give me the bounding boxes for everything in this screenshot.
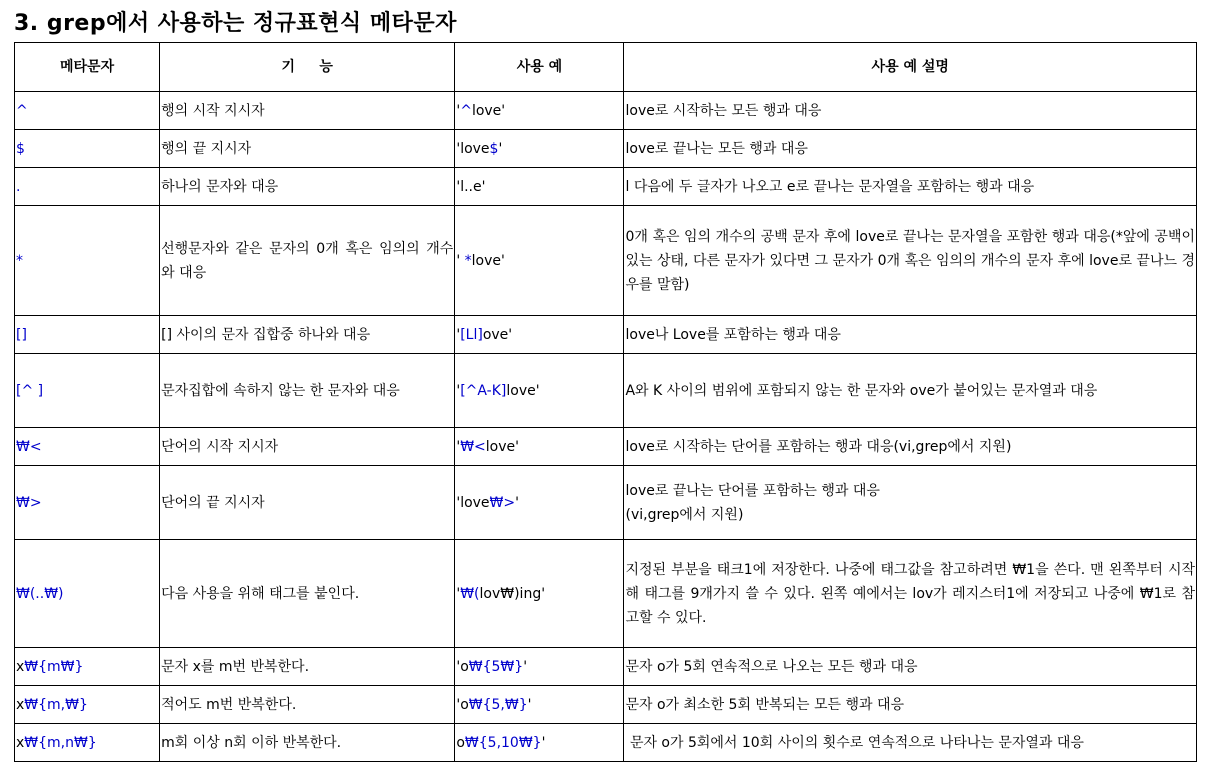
metachar-text: [^ ]	[16, 382, 44, 399]
table-row	[15, 648, 1197, 686]
metachar-cell	[15, 92, 160, 130]
metachar-cell	[15, 466, 160, 540]
table-row	[15, 316, 1197, 354]
example-suffix: '	[527, 696, 532, 713]
function-text: 적어도 m번 반복한다.	[161, 696, 297, 713]
example-metachar: ₩{5,₩}	[468, 696, 528, 713]
description-cell	[624, 130, 1197, 168]
description-text: 문자 o가 5회 연속적으로 나오는 모든 행과 대응	[625, 658, 918, 675]
metachar-text: ₩{m,₩}	[24, 696, 88, 713]
description-cell	[624, 168, 1197, 206]
function-cell	[160, 428, 455, 466]
example-metachar: ₩<	[460, 438, 486, 455]
description-text: love로 시작하는 모든 행과 대응	[625, 102, 822, 119]
function-text: 행의 끝 지시자	[161, 140, 252, 157]
metachar-cell	[15, 686, 160, 724]
example-suffix: love'	[506, 382, 540, 399]
description-cell	[624, 354, 1197, 428]
metachar-cell	[15, 648, 160, 686]
example-cell	[455, 354, 624, 428]
table-row	[15, 540, 1197, 648]
function-cell	[160, 316, 455, 354]
example-prefix: '	[456, 326, 461, 343]
metachar-text: .	[16, 178, 21, 195]
example-suffix: '	[515, 494, 519, 511]
function-cell	[160, 168, 455, 206]
metachar-prefix: x	[16, 734, 25, 751]
function-text: [] 사이의 문자 집합중 하나와 대응	[161, 326, 371, 343]
table-row	[15, 130, 1197, 168]
example-prefix: o	[456, 734, 465, 751]
example-cell	[455, 466, 624, 540]
example-cell	[455, 648, 624, 686]
description-cell	[624, 206, 1200, 316]
description-cell	[624, 316, 1197, 354]
function-cell	[160, 206, 455, 316]
metachar-text: ₩(..₩)	[16, 585, 64, 602]
metachar-cell	[15, 354, 160, 428]
table-row	[15, 168, 1197, 206]
description-cell	[624, 724, 1197, 762]
metachar-cell	[15, 168, 160, 206]
table-row	[15, 92, 1197, 130]
example-suffix: love'	[485, 438, 519, 455]
table-row	[15, 686, 1197, 724]
example-metachar: $	[489, 140, 499, 157]
header-example: 사용 예	[455, 43, 624, 92]
metachar-cell	[15, 316, 160, 354]
example-prefix: '	[456, 102, 461, 119]
function-text: 선행문자와 같은 문자의 0개 혹은 임의의 개수와 대응	[161, 240, 454, 281]
example-prefix: 'love	[456, 494, 490, 511]
function-text: m회 이상 n회 이하 반복한다.	[161, 734, 342, 751]
description-cell	[624, 648, 1197, 686]
example-suffix: '	[523, 658, 528, 675]
example-suffix: '	[541, 734, 546, 751]
example-cell	[455, 206, 624, 316]
function-text: 단어의 끝 지시자	[161, 494, 265, 511]
example-cell	[455, 540, 624, 648]
description-text: 지정된 부분을 태크1에 저장한다. 나중에 태그값을 참고하려면 ₩1을 쓴다. 맨 왼쪽부터 시작해 태그를 9개가지 쓸 수 있다. 왼쪽 예에서는 lov가 레지스터1에 저장되고 나중에 ₩1로 참고할 수 있다.	[625, 561, 1195, 626]
function-text: 하나의 문자와 대응	[161, 178, 279, 195]
example-cell	[455, 168, 624, 206]
function-cell	[160, 724, 455, 762]
example-metachar: *	[464, 252, 472, 269]
header-description: 사용 예 설명	[624, 43, 1197, 92]
example-metachar: [Ll]	[460, 326, 483, 343]
description-text: love로 끝나는 모든 행과 대응	[625, 140, 808, 157]
header-row	[15, 43, 1197, 92]
example-suffix: lov₩)ing'	[479, 585, 546, 602]
metachar-text: $	[16, 140, 25, 157]
table-row	[15, 206, 1197, 316]
metachar-prefix: x	[16, 658, 25, 675]
function-cell	[160, 130, 455, 168]
function-text: 다음 사용을 위해 태그를 붙인다.	[161, 585, 360, 602]
description-text: love로 끝나는 단어를 포함하는 행과 대응 (vi,grep에서 지원)	[625, 482, 880, 523]
description-text: l 다음에 두 글자가 나오고 e로 끝나는 문자열을 포함하는 행과 대응	[625, 178, 1035, 195]
metachar-text: []	[16, 326, 27, 343]
example-prefix: 'love	[456, 140, 490, 157]
example-cell	[455, 92, 624, 130]
function-cell	[160, 354, 455, 428]
example-suffix: love'	[471, 102, 506, 119]
example-suffix: love'	[471, 252, 505, 269]
description-cell	[624, 686, 1197, 724]
example-metachar: ₩{5,10₩}	[464, 734, 542, 751]
description-cell	[624, 428, 1197, 466]
description-text: 0개 혹은 임의 개수의 공백 문자 후에 love로 끝나는 문자열을 포함한 행과 대응(*앞에 공백이 있는 상태, 다른 문자가 있다면 그 문자가 0개 혹은 임의의 개수의 문자 후에 love로 끝나느 경우를 말함)	[625, 228, 1200, 293]
function-cell	[160, 540, 455, 648]
metachar-prefix: x	[16, 696, 25, 713]
metachar-text: ₩{m₩}	[24, 658, 84, 675]
table-row	[15, 466, 1197, 540]
description-cell	[624, 92, 1197, 130]
table-row	[15, 428, 1197, 466]
description-cell	[624, 466, 1197, 540]
function-cell	[160, 648, 455, 686]
table-row	[15, 724, 1197, 762]
example-prefix: '	[456, 438, 461, 455]
metachar-text: ^	[16, 102, 28, 119]
metachar-text: ₩{m,n₩}	[24, 734, 97, 751]
function-cell	[160, 466, 455, 540]
metachar-cell	[15, 724, 160, 762]
example-metachar: ₩>	[489, 494, 516, 511]
page-title: 3. grep에서 사용하는 정규표현식 메타문자	[14, 11, 457, 36]
metachar-text: ₩>	[16, 494, 42, 511]
metachar-text: *	[16, 252, 23, 269]
example-prefix: 'o	[456, 658, 469, 675]
example-cell	[455, 316, 624, 354]
description-cell	[624, 540, 1197, 648]
header-meta: 메타문자	[15, 43, 160, 92]
function-text: 단어의 시작 지시자	[161, 438, 279, 455]
description-text: A와 K 사이의 범위에 포함되지 않는 한 문자와 ove가 붙어있는 문자열과 대응	[625, 382, 1098, 399]
example-suffix: '	[498, 140, 503, 157]
description-text: 문자 o가 최소한 5회 반복되는 모든 행과 대응	[625, 696, 905, 713]
metachar-cell	[15, 130, 160, 168]
metachar-cell	[15, 206, 160, 316]
header-func: 기 능	[160, 43, 455, 92]
metachar-text: ₩<	[16, 438, 42, 455]
function-cell	[160, 686, 455, 724]
example-cell	[455, 428, 624, 466]
function-text: 문자집합에 속하지 않는 한 문자와 대응	[161, 382, 400, 399]
example-cell	[455, 130, 624, 168]
table-row	[15, 354, 1197, 428]
description-text: 문자 o가 5회에서 10회 사이의 횟수로 연속적으로 나타나는 문자열과 대응	[625, 734, 1084, 751]
function-cell	[160, 92, 455, 130]
function-text: 행의 시작 지시자	[161, 102, 265, 119]
metachar-table	[14, 42, 1200, 762]
example-prefix: 'l..e'	[456, 178, 486, 195]
example-prefix: 'o	[456, 696, 469, 713]
example-prefix: '	[456, 252, 465, 269]
example-suffix: ove'	[482, 326, 513, 343]
example-prefix: '	[456, 382, 461, 399]
example-cell	[455, 724, 624, 762]
function-text: 문자 x를 m번 반복한다.	[161, 658, 310, 675]
example-prefix: '	[456, 585, 461, 602]
example-cell	[455, 686, 624, 724]
metachar-cell	[15, 428, 160, 466]
description-text: love나 Love를 포함하는 행과 대응	[625, 326, 841, 343]
example-metachar: ^	[460, 102, 472, 119]
metachar-cell	[15, 540, 160, 648]
example-metachar: [^A-K]	[460, 382, 507, 399]
example-metachar: ₩(	[460, 585, 480, 602]
description-text: love로 시작하는 단어를 포함하는 행과 대응(vi,grep에서 지원)	[625, 438, 1012, 455]
example-metachar: ₩{5₩}	[468, 658, 524, 675]
